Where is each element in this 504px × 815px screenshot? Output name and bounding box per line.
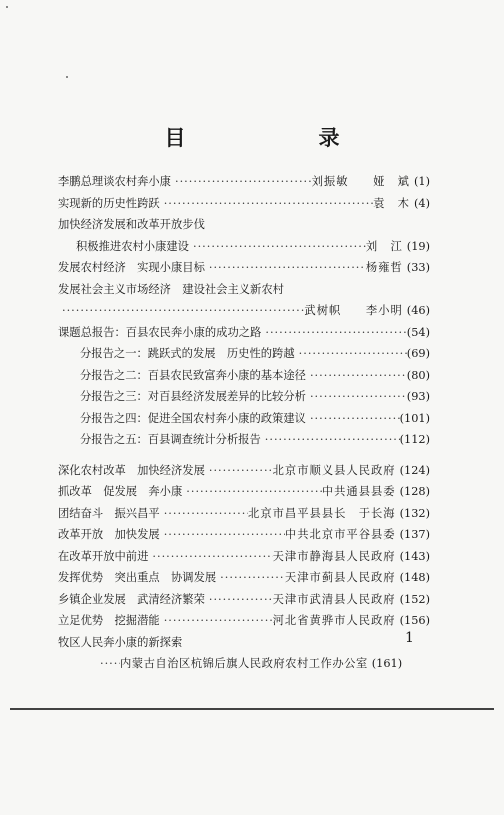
entry-author: 天津市静海县人民政府 [272,549,396,563]
entry-title: 抓改革 促发展 奔小康 [58,485,183,498]
entry-page: (80) [406,368,430,382]
entry-title: 发挥优势 突出重点 协调发展 [58,571,217,584]
leader-dots [189,236,366,258]
leader-dots [182,481,322,503]
entry-title: 分报告之四：促进全国农村奔小康的政策建议 [80,411,306,425]
entry-page: (128) [399,485,430,498]
toc-entry [58,632,430,654]
toc-entry [58,610,430,632]
entry-author: 刘 江 [365,239,403,253]
toc-entry [58,193,430,215]
entry-page: (143) [399,549,430,563]
toc-entry [58,171,430,193]
entry-page: (124) [399,463,430,477]
entry-page: (46) [406,304,430,317]
toc-entry [58,343,430,365]
toc-entry [58,322,430,344]
leader-dots [160,503,248,525]
entry-author: 内蒙古自治区杭锦后旗人民政府农村工作办公室 [120,657,368,670]
entry-title: 分报告之五：百县调查统计分析报告 [80,433,261,446]
toc-entry [58,365,430,387]
entry-page: (1) [413,175,430,188]
toc-entry [58,546,430,568]
entry-page: (112) [399,433,430,446]
entry-page: (156) [399,614,430,627]
entry-page: (101) [399,411,430,425]
entry-title: 分报告之三：对百县经济发展差异的比较分析 [80,390,306,403]
entry-author: 北京市昌平县县长 于长海 [248,506,396,520]
leader-dots [160,610,273,632]
entry-title: 课题总报告：百县农民奔小康的成功之路 [58,325,262,339]
entry-title: 发展农村经济 实现小康目标 [58,261,205,274]
entry-page: (4) [413,196,430,210]
toc-entry [58,503,430,525]
entry-author: 中共北京市平谷县委 [284,528,396,541]
leader-dots [171,171,312,193]
entry-author: 天津市武清县人民政府 [272,592,396,606]
page-number: 1 [405,630,414,646]
leader-dots [261,429,400,451]
entry-page: (132) [399,506,430,520]
entry-page: (152) [399,592,430,606]
toc-entry [58,386,430,408]
page-title: 目 录 [164,125,396,150]
entry-title: 改革开放 加快发展 [58,528,160,541]
entry-author: 中共通县县委 [321,485,396,498]
entry-page: (137) [399,528,430,541]
entry-title: 立足优势 挖掘潜能 [58,614,160,627]
page-edge-line [10,708,494,710]
table-of-contents [58,171,430,675]
toc-entry [58,236,430,258]
leader-dots [306,408,400,430]
entry-title: 分报告之二：百县农民致富奔小康的基本途径 [80,368,306,382]
leader-dots [216,567,285,589]
toc-entry [58,567,430,589]
entry-author: 刘振敏 娅 斌 [311,175,410,188]
entry-title: 分报告之一：跳跃式的发展 历史性的跨越 [80,347,295,360]
entry-page: (69) [406,347,430,360]
entry-title: 加快经济发展和改革开放步伐 [58,218,205,231]
toc-entry [58,460,430,482]
scan-speck [6,6,8,8]
toc-entry [58,481,430,503]
leader-dots [58,300,304,322]
entry-title: 在改革开放中前进 [58,549,149,563]
entry-title: 深化农村改革 加快经济发展 [58,463,205,477]
leader-dots [306,365,407,387]
entry-author: 河北省黄骅市人民政府 [272,614,396,627]
toc-entry [58,653,430,675]
toc-entry [58,524,430,546]
toc-entry [58,300,430,322]
leader-dots [148,546,272,568]
entry-page: (54) [406,325,430,339]
entry-page: (33) [406,261,430,274]
entry-author: 天津市蓟县人民政府 [284,571,396,584]
entry-title: 发展社会主义市场经济 建设社会主义新农村 [58,282,284,296]
entry-page: (148) [399,571,430,584]
leader-dots [205,257,366,279]
toc-entry [58,408,430,430]
entry-title: 团结奋斗 振兴昌平 [58,506,160,520]
toc-entry [58,429,430,451]
entry-author: 武树帜 李小明 [304,304,403,317]
entry-page: (93) [406,390,430,403]
entry-author: 北京市顺义县人民政府 [272,463,396,477]
leader-dots [306,386,407,408]
leader-dots [205,460,273,482]
entry-page: (161) [371,657,403,670]
leader-dots [295,343,407,365]
entry-author: 袁 木 [373,196,410,210]
scan-speck [66,76,68,78]
entry-title: 李鹏总理谈农村奔小康 [58,175,171,188]
entry-title: 乡镇企业发展 武清经济繁荣 [58,592,205,606]
entry-author: 杨雍哲 [365,261,403,274]
toc-entry [58,279,430,301]
entry-page: (19) [406,239,430,253]
leader-dots [205,589,273,611]
toc-entry [58,214,430,236]
entry-title: 实现新的历史性跨跃 [58,196,160,210]
leader-dots [100,653,120,675]
toc-entry [58,589,430,611]
leader-dots [160,524,285,546]
entry-title: 牧区人民奔小康的新探索 [58,635,183,649]
leader-dots [261,322,406,344]
toc-entry [58,257,430,279]
leader-dots [160,193,373,215]
entry-title: 积极推进农村小康建设 [76,239,189,253]
